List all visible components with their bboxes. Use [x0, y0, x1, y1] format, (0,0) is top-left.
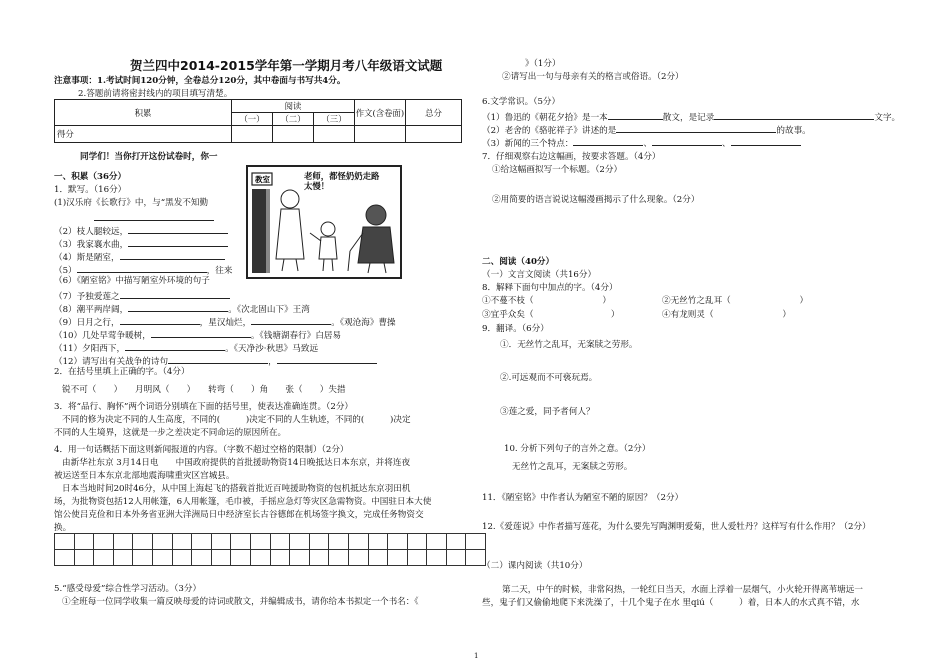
q10-heading: 10. 分析下列句子的言外之意。（2分）	[504, 444, 651, 454]
score-header-one: （一）	[232, 113, 273, 126]
cartoon-speech: 老师，都怪奶奶走路太慢！	[304, 171, 380, 191]
score-header-jilei: 积累	[55, 100, 232, 126]
q11: 11．《陋室铭》中作者认为陋室不陋的原因？（2分）	[482, 493, 684, 503]
score-cell[interactable]	[232, 126, 273, 143]
sub-1-heading: （一）文言文阅读（共16分）	[482, 270, 597, 280]
q1-1-blank[interactable]	[54, 211, 234, 225]
q1-10: （10）几处早莺争暖树， 。《钱塘湖春行》白居易	[54, 328, 341, 342]
q9-3: ③莲之爱，同予者何人？	[500, 407, 595, 417]
q6-3: （3）新闻的三个特点： 、 、	[482, 136, 801, 150]
notice-line-1: 注意事项：1.考试时间120分钟，全卷总分120分，其中卷面与书写共4分。	[54, 76, 346, 86]
q3-line-1: 不同的修为决定不同的人生高度，不同的( )决定不同的人生轨迹，不同的( )决定	[62, 415, 411, 425]
score-header-zongfen: 总分	[406, 100, 462, 126]
score-header-two: （二）	[273, 113, 314, 126]
q4-line-6: 换。	[54, 523, 72, 533]
score-cell[interactable]	[273, 126, 314, 143]
q1-1: (1)汉乐府《长歌行》中，与“黑发不知勤	[54, 198, 209, 208]
q7-heading: 7．仔细观察右边这幅画，按要求答题。（4分）	[482, 152, 661, 162]
q3-line-2: 不同的人生境界，这就是一步之差决定不同命运的原因所在。	[54, 428, 287, 438]
q6-heading: 6.文学常识。（5分）	[482, 97, 561, 107]
q9-heading: 9．翻译。（6分）	[482, 324, 549, 334]
cartoon-drawing	[248, 167, 400, 277]
section-2-heading: 二、阅读（40分）	[482, 257, 555, 267]
q8-2: ②无丝竹之乱耳（ ）	[662, 296, 809, 306]
q1-7: （7）予独爱莲之	[54, 289, 230, 303]
q8-1: ①不蔓不枝（ ）	[482, 296, 611, 306]
q1-4: （4）斯是陋室，	[54, 250, 225, 264]
q1-5: （5） ，往来	[54, 263, 232, 277]
exam-title: 贺兰四中2014-2015学年第一学期月考八年级语文试题	[130, 58, 443, 73]
q1-2: （2）枝人腿较远，	[54, 224, 228, 238]
answer-grid[interactable]	[54, 533, 486, 566]
q10-sentence: 无丝竹之乱耳，无案牍之劳形。	[512, 462, 633, 472]
notice-line-2: 2.答题前请将密封线内的项目填写清楚。	[78, 89, 233, 99]
q4-line-1: 由新华社东京 3月14日电 中国政府提供的首批援助物资14日晚抵达日本东京，并将连夜	[62, 458, 411, 468]
q7-1: ①给这幅画拟写一个标题。（2分）	[492, 165, 623, 175]
q4-line-5: 馆公使吕克俭和日本外务省亚洲大洋洲局日中经济室长古谷德郎在机场签字换文，完成任务物资交	[54, 510, 424, 520]
q8-heading: 8．解释下面句中加点的字。（4分）	[482, 283, 618, 293]
q7-2: ②用简要的语言说说这幅漫画揭示了什么现象。（2分）	[492, 195, 700, 205]
q6-1: （1）鲁迅的《朝花夕拾》是一本 散文，是记录 文字。	[482, 110, 900, 124]
score-header-zuowen: 作文(含卷面)	[355, 100, 406, 126]
cartoon-label: 教室	[255, 175, 270, 184]
score-cell[interactable]	[355, 126, 406, 143]
q4-line-3: 日本当地时间20时46分，从中国上海起飞的搭载首批近百吨援助物资的包机抵达东京羽田机	[62, 484, 411, 494]
q1-8: （8）潮平两岸阔， 。《次北固山下》王湾	[54, 302, 310, 316]
q8-3: ③宜乎众矣（ ）	[482, 310, 620, 320]
score-row-label: 得分	[55, 126, 232, 143]
q2-line: 锐不可（ ） 月明风（ ） 转弯（ ）角 张（ ）失措	[62, 385, 346, 395]
score-header-three: （三）	[314, 113, 355, 126]
q1-12: （12）请写出有关战争的诗句 ，	[54, 354, 377, 368]
passage-line-2: 些，鬼子们又偷偷地爬下来洗澡了，十几个鬼子在水 里qiú（ ）着，日本人的水式真不错，水	[482, 598, 860, 608]
sub-2-heading: （二）课内阅读（共10分）	[482, 561, 588, 571]
q1-9: （9）日月之行， ，星汉灿烂， 。《观沧海》曹操	[54, 315, 396, 329]
page-number: 1	[474, 652, 479, 660]
q5-1-end: 》（1分）	[525, 59, 561, 69]
q6-2: （2）老舍的《骆驼祥子》讲述的是 的故事。	[482, 123, 811, 137]
q4-line-4: 场，为批物资包括12人用帐篷，6人用帐篷，毛巾被，手摇应急灯等灾区急需物资。中国驻日本大使	[54, 497, 432, 507]
q1-heading: 1．默写。（16分）	[54, 185, 127, 195]
passage-line-1: 第二天，中午的时候，非常闷热，一轮红日当天，水面上浮着一层烟气，小火轮开得离苇塘远一	[502, 585, 863, 595]
q9-2: ②.可远观而不可亵玩焉。	[500, 373, 598, 383]
section-1-heading: 一、积累（36分）	[54, 172, 127, 182]
q1-6: （6）《陋室铭》中描写陋室外环境的句子	[54, 276, 210, 286]
score-table	[54, 99, 462, 143]
score-header-yuedu: 阅读	[232, 100, 355, 113]
q8-4: ④有龙则灵（ ）	[662, 310, 791, 320]
encourage-text: 同学们！当你打开这份试卷时，你一	[80, 152, 218, 162]
q5-2: ②请写出一句与母亲有关的格言或俗语。（2分）	[502, 72, 684, 82]
cartoon-image	[246, 165, 402, 279]
q4-heading: 4．用一句话概括下面这则新闻报道的内容。（字数不超过空格的限制）（2分）	[54, 445, 349, 455]
q1-3: （3）我家襄水曲，	[54, 237, 228, 251]
q12: 12.《爱莲说》中作者描写莲花，为什么要先写陶渊明爱菊，世人爱牡丹？这样写有什么作用？（2分）	[482, 522, 871, 532]
q9-1: ①．无丝竹之乱耳，无案牍之劳形。	[500, 340, 638, 350]
q2-heading: 2．在括号里填上正确的字。（4分）	[54, 367, 190, 377]
q4-line-2: 被运送至日本东京北部地震海啸重灾区宫城县。	[54, 471, 235, 481]
score-cell[interactable]	[314, 126, 355, 143]
q1-11: （11）夕阳西下， 。《天净沙·秋思》马致远	[54, 341, 318, 355]
q3-heading: 3．将“品行、胸怀”两个词语分别填在下面的括号里，使表达准确连贯。（2分）	[54, 402, 354, 412]
score-cell[interactable]	[406, 126, 462, 143]
q5-heading: 5.“感受母爱”综合性学习活动。（3分）	[54, 584, 202, 594]
q5-1: ①全班每一位同学收集一篇反映母爱的诗词或散文，并编辑成书，请你给本书拟定一个书名：《	[62, 597, 419, 607]
